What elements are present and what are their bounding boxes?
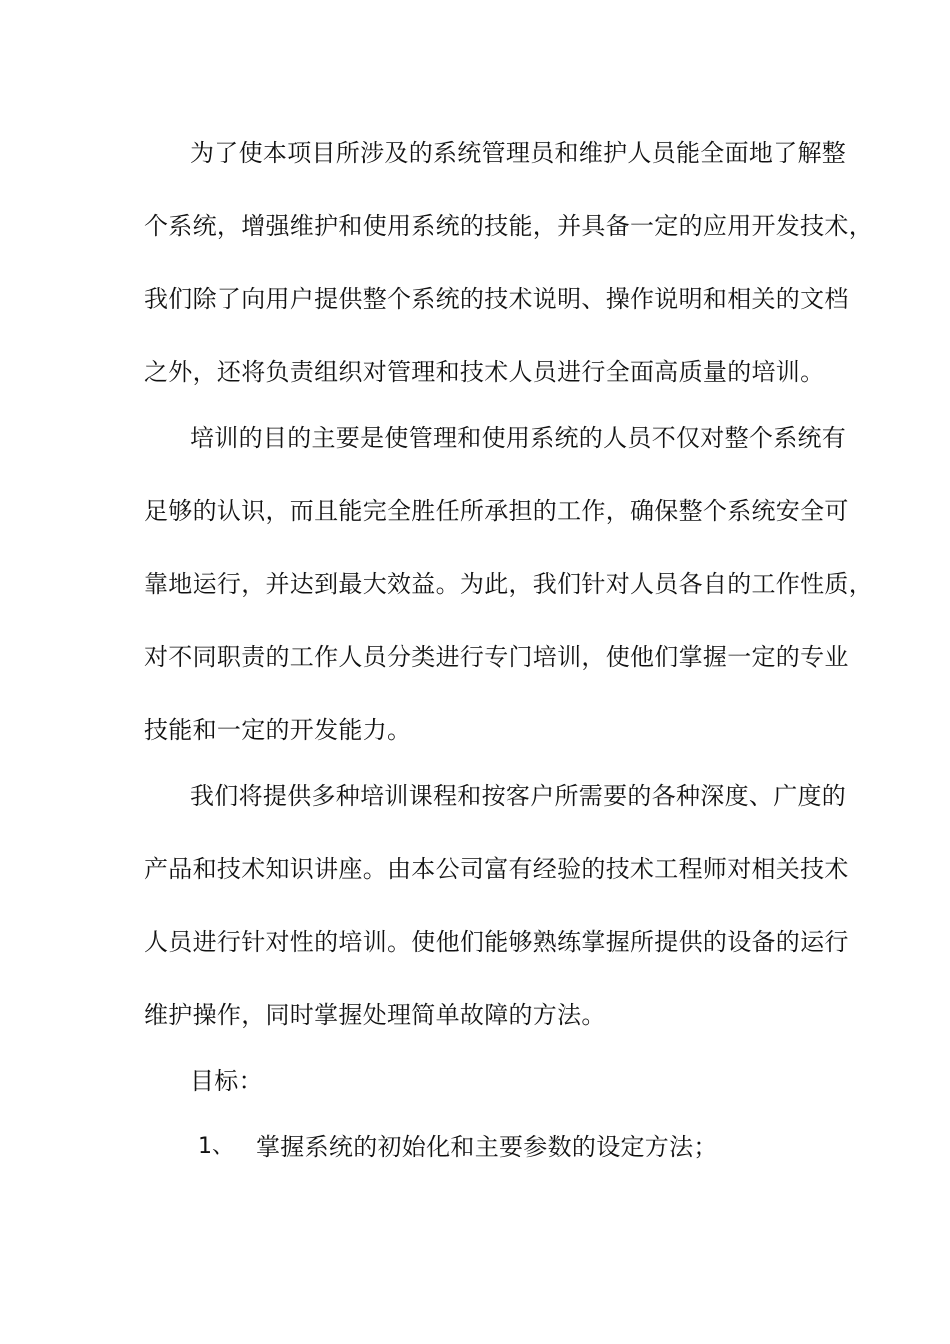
paragraph-1-line-4: 之外，还将负责组织对管理和技术人员进行全面高质量的培训。 (144, 358, 825, 386)
paragraph-2-line-2: 足够的认识，而且能完全胜任所承担的工作，确保整个系统安全可 (144, 497, 849, 525)
paragraph-3-line-2: 产品和技术知识讲座。由本公司富有经验的技术工程师对相关技术 (144, 855, 849, 883)
goal-list-text: 掌握系统的初始化和主要参数的设定方法； (256, 1133, 718, 1161)
paragraph-2-line-1: 培训的目的主要是使管理和使用系统的人员不仅对整个系统有 (190, 424, 847, 452)
paragraph-3-line-3: 人员进行针对性的培训。使他们能够熟练掌握所提供的设备的运行 (144, 928, 849, 956)
goals-heading: 目标： (190, 1067, 263, 1095)
paragraph-1-line-3: 我们除了向用户提供整个系统的技术说明、操作说明和相关的文档 (144, 285, 849, 313)
paragraph-2-line-5: 技能和一定的开发能力。 (144, 716, 412, 744)
paragraph-2-line-3: 靠地运行，并达到最大效益。为此，我们针对人员各自的工作性质， (144, 570, 873, 598)
goal-list-number: 1、 (198, 1134, 234, 1159)
paragraph-1-line-1: 为了使本项目所涉及的系统管理员和维护人员能全面地了解整 (190, 139, 847, 167)
paragraph-2-line-4: 对不同职责的工作人员分类进行专门培训，使他们掌握一定的专业 (144, 643, 849, 671)
paragraph-3-line-4: 维护操作，同时掌握处理简单故障的方法。 (144, 1001, 606, 1029)
paragraph-3-line-1: 我们将提供多种培训课程和按客户所需要的各种深度、广度的 (190, 782, 847, 810)
paragraph-1-line-2: 个系统，增强维护和使用系统的技能，并具备一定的应用开发技术， (144, 212, 873, 240)
